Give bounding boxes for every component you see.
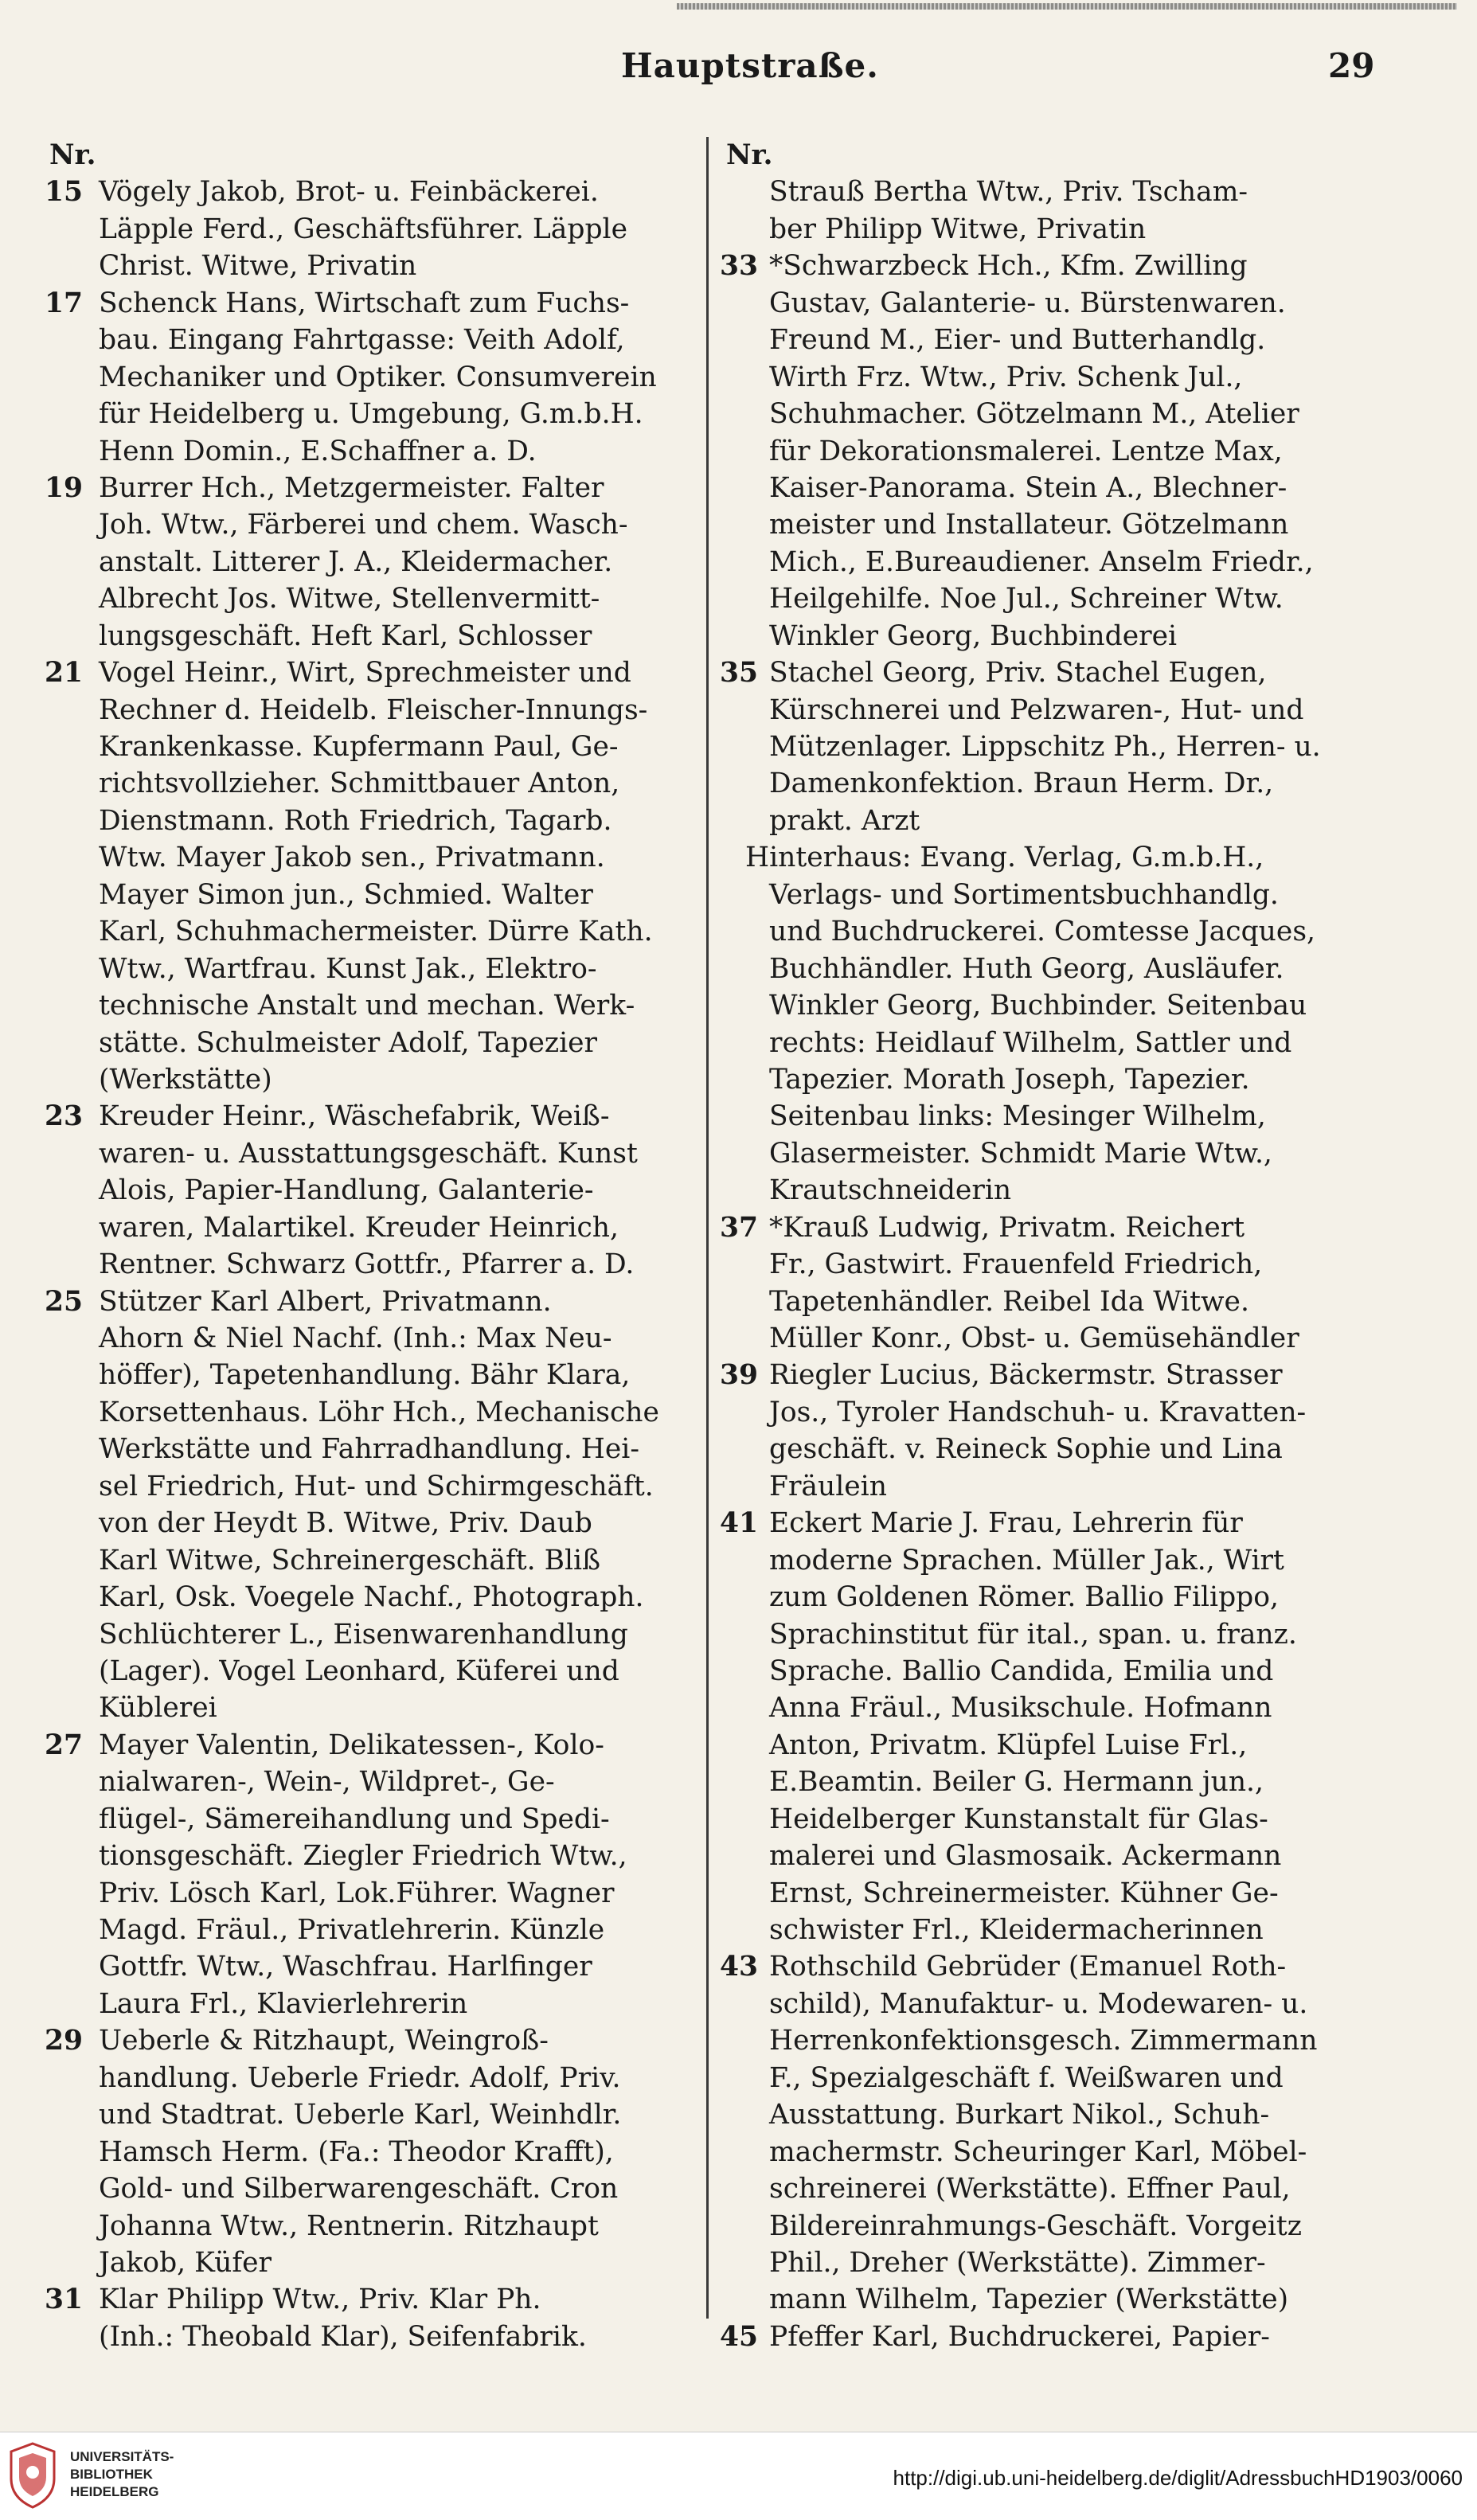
directory-line: [0, 1727, 704, 1764]
entry-text: anstalt. Litterer J. A., Kleidermacher.: [99, 545, 613, 578]
directory-line: [717, 1135, 1385, 1172]
entry-text: Strauß Bertha Wtw., Priv. Tscham-: [769, 176, 1248, 209]
entry-text: Kürschnerei und Pelzwaren-, Hut- und: [769, 693, 1304, 726]
directory-line: [0, 174, 704, 210]
entry-text: stätte. Schulmeister Adolf, Tapezier: [99, 1026, 598, 1059]
entry-text: *Schwarzbeck Hch., Kfm. Zwilling: [769, 250, 1248, 283]
entry-text: Werkstätte und Fahrradhandlung. Hei-: [99, 1433, 639, 1466]
directory-line: [0, 1542, 704, 1579]
house-number: 37: [719, 1211, 758, 1244]
directory-line: [0, 951, 704, 987]
entry-text: Pfeffer Karl, Buchdruckerei, Papier-: [769, 2320, 1270, 2353]
entry-text: Mayer Simon jun., Schmied. Walter: [99, 878, 593, 911]
directory-line: [717, 1690, 1385, 1726]
library-name-line-1: UNIVERSITÄTS-: [70, 2449, 174, 2464]
entry-text: Burrer Hch., Metzgermeister. Falter: [99, 471, 604, 504]
directory-line: [0, 1468, 704, 1505]
directory-line: [717, 285, 1385, 322]
entry-text: Karl, Schuhmachermeister. Dürre Kath.: [99, 916, 653, 948]
library-name-line-2: BIBLIOTHEK: [70, 2467, 153, 2482]
directory-line: [717, 692, 1385, 729]
directory-line: [0, 1912, 704, 1948]
entry-text: Damenkonfektion. Braun Herm. Dr.,: [769, 768, 1274, 800]
directory-line: [0, 1616, 704, 1653]
entry-text: bau. Eingang Fahrtgasse: Veith Adolf,: [99, 324, 625, 357]
entry-text: mann Wilhelm, Tapezier (Werkstätte): [769, 2284, 1289, 2316]
directory-line: [717, 1764, 1385, 1800]
directory-line: [0, 1135, 704, 1172]
directory-line: [717, 2134, 1385, 2170]
directory-line: [717, 618, 1385, 654]
entry-text: Eckert Marie J. Frau, Lehrerin für: [769, 1507, 1243, 1540]
directory-line: [717, 1912, 1385, 1948]
entry-text: Johanna Wtw., Rentnerin. Ritzhaupt: [99, 2209, 599, 2242]
directory-line: [717, 765, 1385, 802]
entry-text: *Krauß Ludwig, Privatm. Reichert: [769, 1211, 1245, 1244]
directory-line: [0, 433, 704, 470]
house-number: 23: [44, 1100, 83, 1133]
directory-line: [717, 506, 1385, 543]
entry-text: Tapezier. Morath Joseph, Tapezier.: [769, 1063, 1250, 1096]
entry-text: handlung. Ueberle Friedr. Adolf, Priv.: [99, 2061, 621, 2094]
entry-text: Wirth Frz. Wtw., Priv. Schenk Jul.,: [769, 361, 1243, 393]
house-number: 27: [44, 1729, 83, 1761]
entry-text: Krankenkasse. Kupfermann Paul, Ge-: [99, 731, 619, 763]
directory-line: [717, 1986, 1385, 2022]
running-head: [0, 46, 1477, 94]
directory-line: [0, 285, 704, 322]
library-name: [70, 2448, 174, 2501]
entry-text: waren- u. Ausstattungsgeschäft. Kunst: [99, 1137, 638, 1170]
entry-text: waren, Malartikel. Kreuder Heinrich,: [99, 1211, 619, 1244]
directory-line: [0, 2281, 704, 2318]
directory-line: [717, 470, 1385, 506]
entry-text: Magd. Fräul., Privatlehrerin. Künzle: [99, 1914, 605, 1946]
entry-text: Gustav, Galanterie- u. Bürstenwaren.: [769, 287, 1286, 319]
directory-line: [0, 1801, 704, 1838]
directory-line: [717, 1579, 1385, 1616]
entry-text: Stützer Karl Albert, Privatmann.: [99, 1285, 552, 1318]
entry-text: Anton, Privatm. Klüpfel Luise Frl.,: [769, 1729, 1248, 1761]
entry-text: Winkler Georg, Buchbinder. Seitenbau: [769, 990, 1307, 1022]
entry-text: Freund M., Eier- und Butterhandlg.: [769, 324, 1266, 357]
entry-text: von der Heydt B. Witwe, Priv. Daub: [99, 1507, 592, 1540]
directory-line: [717, 2208, 1385, 2245]
entry-text: E.Beamtin. Beiler G. Hermann jun.,: [769, 1766, 1264, 1799]
directory-line: [0, 803, 704, 839]
entry-text: Laura Frl., Klavierlehrerin: [99, 1987, 468, 2020]
entry-text: Albrecht Jos. Witwe, Stellenvermitt-: [99, 583, 600, 615]
directory-line: [0, 1025, 704, 1061]
page-title: Hauptstraße.: [621, 46, 879, 85]
entry-text: schreinerei (Werkstätte). Effner Paul,: [769, 2173, 1291, 2205]
directory-line: [0, 359, 704, 396]
entry-text: Wtw. Mayer Jakob sen., Privatmann.: [99, 842, 605, 874]
directory-line: [717, 1025, 1385, 1061]
entry-text: Gottfr. Wtw., Waschfrau. Harlfinger: [99, 1951, 592, 1983]
entry-text: Rothschild Gebrüder (Emanuel Roth-: [769, 1951, 1287, 1983]
directory-line: [717, 803, 1385, 839]
entry-text: Hinterhaus: Evang. Verlag, G.m.b.H.,: [745, 842, 1264, 874]
entry-text: Mechaniker und Optiker. Consumverein: [99, 361, 657, 393]
directory-line: [0, 1431, 704, 1467]
directory-line: [717, 951, 1385, 987]
entry-text: Kaiser-Panorama. Stein A., Blechner-: [769, 471, 1287, 504]
entry-text: rechts: Heidlauf Wilhelm, Sattler und: [769, 1026, 1292, 1059]
entry-text: Ausstattung. Burkart Nikol., Schuh-: [769, 2099, 1270, 2131]
directory-line: [0, 506, 704, 543]
directory-line: [717, 1320, 1385, 1357]
directory-line: [717, 1098, 1385, 1135]
directory-line: [0, 1690, 704, 1726]
directory-line: [717, 2022, 1385, 2059]
directory-line: [717, 1283, 1385, 1320]
directory-line: [0, 2134, 704, 2170]
directory-line: [0, 913, 704, 950]
directory-line: [717, 654, 1385, 691]
column-heading: Nr.: [49, 139, 96, 171]
house-number: 19: [44, 471, 83, 504]
entry-text: Dienstmann. Roth Friedrich, Tagarb.: [99, 804, 612, 837]
house-number: 43: [719, 1951, 758, 1983]
entry-text: Ernst, Schreinermeister. Kühner Ge-: [769, 1877, 1279, 1909]
directory-line: [717, 1209, 1385, 1246]
entry-text: Küblerei: [99, 1692, 217, 1725]
entry-text: Fr., Gastwirt. Frauenfeld Friedrich,: [769, 1248, 1263, 1281]
directory-line: [717, 359, 1385, 396]
directory-line: [717, 1542, 1385, 1579]
directory-line: [717, 2096, 1385, 2133]
directory-line: [0, 1246, 704, 1283]
entry-text: Rechner d. Heidelb. Fleischer-Innungs-: [99, 693, 648, 726]
directory-line: [717, 1061, 1385, 1098]
directory-line: [0, 1098, 704, 1135]
directory-line: [0, 1875, 704, 1912]
directory-line: [0, 1579, 704, 1616]
university-seal-icon: [6, 2440, 59, 2510]
directory-line: [0, 877, 704, 913]
directory-line: [717, 877, 1385, 913]
entry-text: Vogel Heinr., Wirt, Sprechmeister und: [99, 657, 631, 690]
directory-line: [717, 1616, 1385, 1653]
directory-line: [0, 544, 704, 580]
directory-line: [717, 1357, 1385, 1393]
entry-text: sel Friedrich, Hut- und Schirmgeschäft.: [99, 1470, 654, 1502]
house-number: 29: [44, 2025, 83, 2057]
entry-text: Winkler Georg, Buchbinderei: [769, 619, 1178, 652]
directory-line: [717, 1431, 1385, 1467]
entry-text: Joh. Wtw., Färberei und chem. Wasch-: [99, 509, 628, 541]
entry-text: Hamsch Herm. (Fa.: Theodor Krafft),: [99, 2135, 614, 2168]
directory-line: [717, 729, 1385, 765]
directory-line: [717, 1801, 1385, 1838]
directory-line: [0, 2170, 704, 2207]
directory-line: [0, 1394, 704, 1431]
entry-text: Karl Witwe, Schreinergeschäft. Bliß: [99, 1544, 601, 1576]
entry-text: Anna Fräul., Musikschule. Hofmann: [769, 1692, 1272, 1725]
directory-line: [0, 1061, 704, 1098]
entry-text: tionsgeschäft. Ziegler Friedrich Wtw.,: [99, 1840, 627, 1873]
directory-line: [717, 1653, 1385, 1690]
directory-line: [0, 322, 704, 358]
entry-text: Jakob, Küfer: [99, 2246, 272, 2279]
entry-text: Henn Domin., E.Schaffner a. D.: [99, 435, 537, 467]
directory-line: [717, 580, 1385, 617]
house-number: 31: [44, 2284, 83, 2316]
directory-line: [717, 1246, 1385, 1283]
left-column: [0, 137, 704, 2355]
entry-text: meister und Installateur. Götzelmann: [769, 509, 1289, 541]
entry-text: Verlags- und Sortimentsbuchhandlg.: [769, 878, 1279, 911]
directory-line: [0, 580, 704, 617]
directory-line: [717, 1875, 1385, 1912]
directory-line: [0, 2245, 704, 2281]
entry-text: Korsettenhaus. Löhr Hch., Mechanische: [99, 1396, 659, 1428]
directory-line: [0, 692, 704, 729]
entry-text: F., Spezialgeschäft f. Weißwaren und: [769, 2061, 1284, 2094]
directory-line: [0, 1948, 704, 1985]
directory-line: [0, 248, 704, 284]
directory-line: [717, 1838, 1385, 1874]
house-number: 41: [719, 1507, 758, 1540]
directory-line: [717, 433, 1385, 470]
entry-text: Heilgehilfe. Noe Jul., Schreiner Wtw.: [769, 583, 1284, 615]
entry-text: Schenck Hans, Wirtschaft zum Fuchs-: [99, 287, 630, 319]
entry-text: malerei und Glasmosaik. Ackermann: [769, 1840, 1282, 1873]
house-number: 25: [44, 1285, 83, 1318]
directory-line: [717, 1948, 1385, 1985]
entry-text: Mayer Valentin, Delikatessen-, Kolo-: [99, 1729, 604, 1761]
entry-text: prakt. Arzt: [769, 804, 920, 837]
house-number: 33: [719, 250, 758, 283]
directory-line: [0, 618, 704, 654]
entry-text: für Heidelberg u. Umgebung, G.m.b.H.: [99, 398, 643, 431]
entry-text: Karl, Osk. Voegele Nachf., Photograph.: [99, 1581, 644, 1614]
house-number: 15: [44, 176, 83, 209]
entry-text: höffer), Tapetenhandlung. Bähr Klara,: [99, 1359, 631, 1392]
entry-text: schwister Frl., Kleidermacherinnen: [769, 1914, 1264, 1946]
directory-line: [0, 2319, 704, 2355]
entry-text: Ueberle & Ritzhaupt, Weingroß-: [99, 2025, 549, 2057]
directory-line: [717, 322, 1385, 358]
directory-line: [717, 248, 1385, 284]
house-number: 39: [719, 1359, 758, 1392]
entry-text: Krautschneiderin: [769, 1174, 1012, 1207]
directory-line: [0, 1283, 704, 1320]
directory-line: [717, 1505, 1385, 1541]
house-number: 45: [719, 2320, 758, 2353]
entry-text: Buchhändler. Huth Georg, Ausläufer.: [769, 952, 1284, 985]
entry-text: Sprachinstitut für ital., span. u. franz.: [769, 1618, 1297, 1651]
entry-text: Mützenlager. Lippschitz Ph., Herren- u.: [769, 731, 1321, 763]
directory-line: [0, 765, 704, 802]
directory-line: [717, 2281, 1385, 2318]
directory-line: [0, 2022, 704, 2059]
directory-line: [717, 1172, 1385, 1209]
directory-line: [0, 1986, 704, 2022]
entry-text: Müller Konr., Obst- u. Gemüsehändler: [769, 1323, 1299, 1354]
directory-line: [0, 729, 704, 765]
entry-text: Herrenkonfektionsgesch. Zimmermann: [769, 2025, 1318, 2057]
directory-line: [0, 1838, 704, 1874]
entry-text: und Stadtrat. Ueberle Karl, Weinhdlr.: [99, 2099, 622, 2131]
right-column: [717, 137, 1385, 2355]
entry-text: (Inh.: Theobald Klar), Seifenfabrik.: [99, 2320, 587, 2353]
entry-text: Alois, Papier-Handlung, Galanterie-: [99, 1174, 594, 1207]
entry-text: und Buchdruckerei. Comtesse Jacques,: [769, 916, 1315, 948]
entry-text: Bildereinrahmungs-Geschäft. Vorgeitz: [769, 2209, 1302, 2242]
entry-text: Schuhmacher. Götzelmann M., Atelier: [769, 398, 1299, 431]
entry-text: moderne Sprachen. Müller Jak., Wirt: [769, 1544, 1284, 1576]
directory-line: [0, 1320, 704, 1357]
entry-text: ber Philipp Witwe, Privatin: [769, 213, 1147, 245]
footer-bar: [0, 2432, 1477, 2520]
directory-line: [717, 174, 1385, 210]
column-divider: [706, 137, 709, 2319]
entry-text: für Dekorationsmalerei. Lentze Max,: [769, 435, 1283, 467]
directory-line: [0, 211, 704, 248]
entry-text: Rentner. Schwarz Gottfr., Pfarrer a. D.: [99, 1248, 635, 1281]
house-number: 17: [44, 287, 83, 319]
directory-line: [717, 1468, 1385, 1505]
directory-line: [0, 2208, 704, 2245]
directory-line: [0, 654, 704, 691]
entry-text: Ahorn & Niel Nachf. (Inh.: Max Neu-: [99, 1323, 612, 1354]
directory-line: [717, 1394, 1385, 1431]
directory-line: [0, 1209, 704, 1246]
directory-line: [717, 211, 1385, 248]
directory-line: [0, 1172, 704, 1209]
page-number: 29: [1328, 46, 1375, 85]
top-edge-rule: [677, 3, 1457, 10]
column-heading: Nr.: [726, 139, 773, 171]
directory-line: [0, 2060, 704, 2096]
directory-line: [717, 2060, 1385, 2096]
entry-text: Heidelberger Kunstanstalt für Glas-: [769, 1803, 1268, 1835]
entry-text: Läpple Ferd., Geschäftsführer. Läpple: [99, 213, 627, 245]
directory-line: [717, 396, 1385, 432]
entry-text: Gold- und Silberwarengeschäft. Cron: [99, 2173, 619, 2205]
directory-line: [717, 987, 1385, 1024]
entry-text: Sprache. Ballio Candida, Emilia und: [769, 1655, 1274, 1687]
entry-text: Tapetenhändler. Reibel Ida Witwe.: [769, 1285, 1249, 1318]
entry-text: zum Goldenen Römer. Ballio Filippo,: [769, 1581, 1279, 1614]
directory-line: [0, 839, 704, 876]
entry-text: Christ. Witwe, Privatin: [99, 250, 417, 283]
entry-text: geschäft. v. Reineck Sophie und Lina: [769, 1433, 1283, 1466]
entry-text: lungsgeschäft. Heft Karl, Schlosser: [99, 619, 592, 652]
directory-line: [717, 839, 1385, 876]
entry-text: Stachel Georg, Priv. Stachel Eugen,: [769, 657, 1267, 690]
entry-text: Riegler Lucius, Bäckermstr. Strasser: [769, 1359, 1283, 1392]
directory-line: [0, 396, 704, 432]
entry-text: richtsvollzieher. Schmittbauer Anton,: [99, 768, 620, 800]
directory-line: [0, 1357, 704, 1393]
house-number: 35: [719, 657, 758, 690]
entry-text: Phil., Dreher (Werkstätte). Zimmer-: [769, 2246, 1266, 2279]
entry-text: Vögely Jakob, Brot- u. Feinbäckerei.: [99, 176, 599, 209]
directory-line: [0, 2096, 704, 2133]
directory-line: [717, 544, 1385, 580]
entry-text: Glasermeister. Schmidt Marie Wtw.,: [769, 1137, 1272, 1170]
directory-line: [717, 1727, 1385, 1764]
source-url-link[interactable]: http://digi.ub.uni-heidelberg.de/diglit/AdressbuchHD1903/0060: [893, 2466, 1463, 2490]
directory-line: [0, 470, 704, 506]
entry-text: schild), Manufaktur- u. Modewaren- u.: [769, 1987, 1308, 2020]
entry-text: technische Anstalt und mechan. Werk-: [99, 990, 635, 1022]
entry-text: Priv. Lösch Karl, Lok.Führer. Wagner: [99, 1877, 615, 1909]
entry-text: Wtw., Wartfrau. Kunst Jak., Elektro-: [99, 952, 597, 985]
library-name-line-3: HEIDELBERG: [70, 2484, 159, 2499]
entry-text: Schlüchterer L., Eisenwarenhandlung: [99, 1618, 628, 1651]
entry-text: machermstr. Scheuringer Karl, Möbel-: [769, 2135, 1307, 2168]
directory-line: [717, 2245, 1385, 2281]
directory-line: [0, 1653, 704, 1690]
directory-line: [717, 2319, 1385, 2355]
entry-text: Klar Philipp Wtw., Priv. Klar Ph.: [99, 2284, 541, 2316]
directory-line: [0, 1764, 704, 1800]
entry-text: flügel-, Sämereihandlung und Spedi-: [99, 1803, 610, 1835]
house-number: 21: [44, 657, 83, 690]
directory-line: [717, 2170, 1385, 2207]
entry-text: nialwaren-, Wein-, Wildpret-, Ge-: [99, 1766, 555, 1799]
entry-text: Kreuder Heinr., Wäschefabrik, Weiß-: [99, 1100, 610, 1133]
entry-text: (Lager). Vogel Leonhard, Küferei und: [99, 1655, 619, 1687]
entry-text: Fräulein: [769, 1470, 887, 1502]
directory-line: [717, 913, 1385, 950]
entry-text: Mich., E.Bureaudiener. Anselm Friedr.,: [769, 545, 1314, 578]
entry-text: (Werkstätte): [99, 1063, 272, 1096]
directory-line: [0, 987, 704, 1024]
directory-line: [0, 1505, 704, 1541]
entry-text: Jos., Tyroler Handschuh- u. Kravatten-: [769, 1396, 1307, 1428]
entry-text: Seitenbau links: Mesinger Wilhelm,: [769, 1100, 1266, 1133]
